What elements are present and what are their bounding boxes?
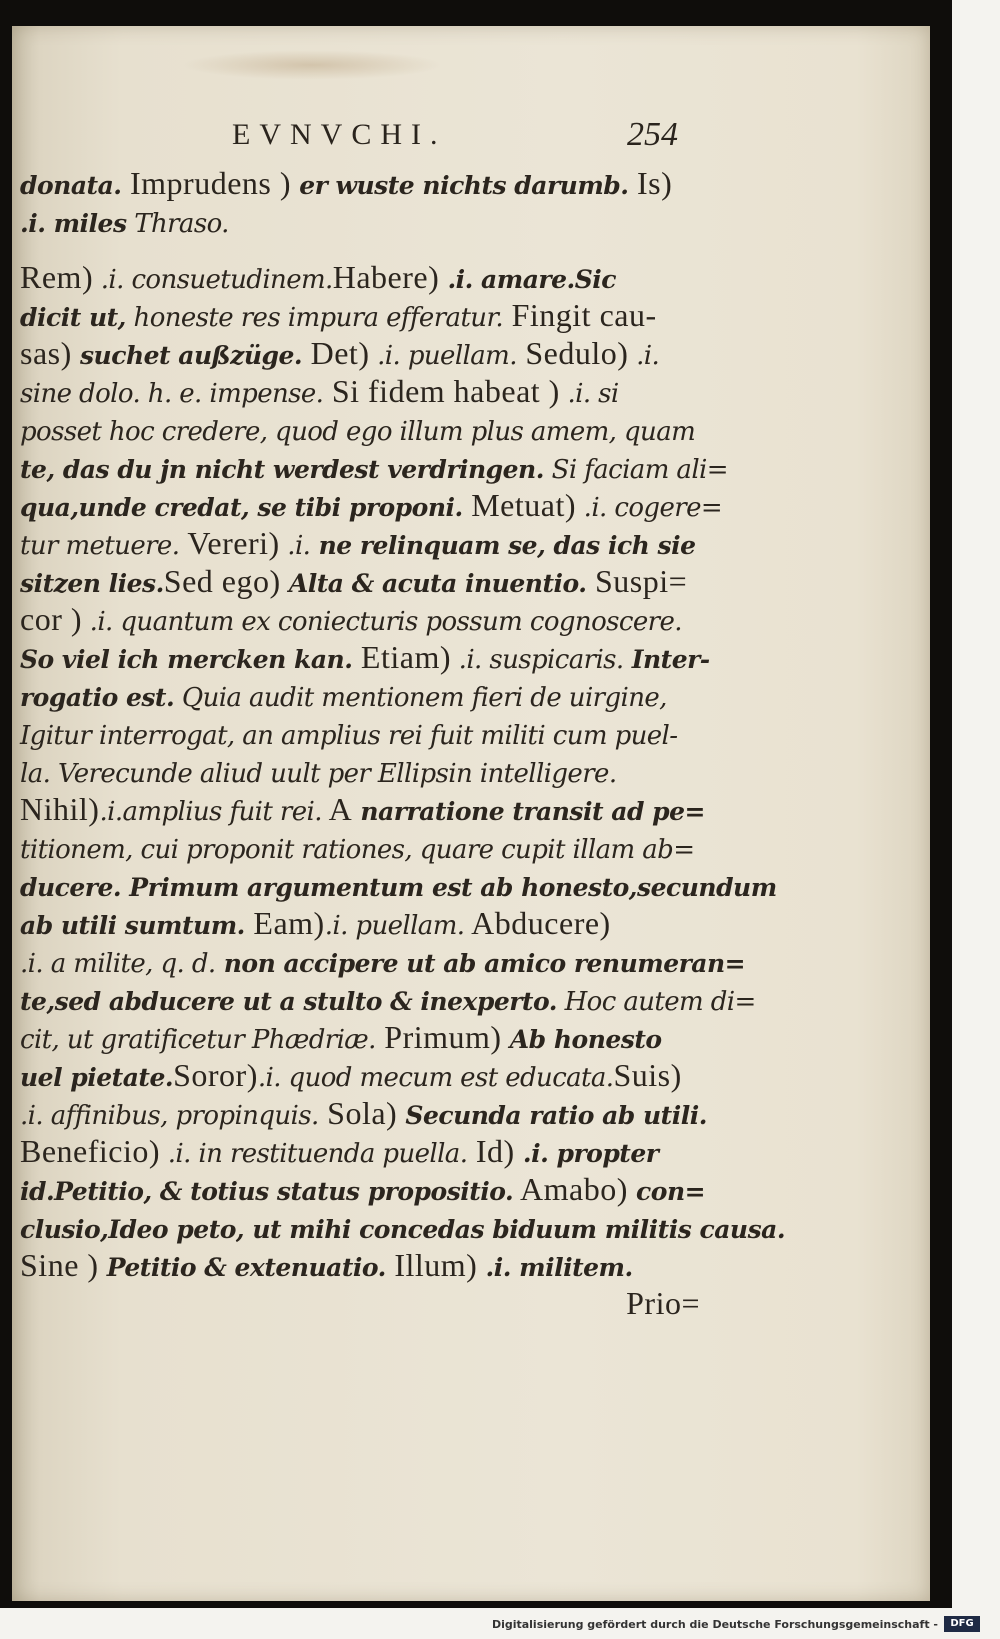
text-line bbox=[20, 410, 700, 448]
text-segment: .i. cogere= bbox=[576, 493, 723, 523]
text-line bbox=[20, 676, 700, 714]
text-segment: Beneficio) bbox=[20, 1133, 161, 1169]
text-segment: .i. quod mecum est educata. bbox=[257, 1063, 614, 1093]
text-segment: Inter- bbox=[623, 645, 710, 674]
text-line bbox=[20, 1246, 700, 1284]
text-line bbox=[20, 600, 700, 638]
text-segment: sas) bbox=[20, 335, 72, 371]
text-segment: Etiam) bbox=[352, 639, 451, 675]
text-segment: Id) bbox=[467, 1133, 515, 1169]
text-line bbox=[20, 334, 700, 372]
text-segment: Amabo) bbox=[513, 1171, 628, 1207]
text-line bbox=[20, 486, 723, 524]
text-line bbox=[20, 1132, 700, 1170]
text-segment: la. Verecunde aliud uult per Ellipsin intelligere. bbox=[20, 759, 617, 789]
footer-bar bbox=[0, 1608, 1000, 1639]
text-segment: tur metuere. bbox=[20, 531, 180, 561]
text-segment: uel pietate. bbox=[20, 1063, 174, 1092]
text-line bbox=[20, 1094, 707, 1132]
text-segment: ne relinquam se, das ich sie bbox=[310, 531, 696, 560]
text-segment: Nihil) bbox=[20, 791, 100, 827]
text-segment: cor ) bbox=[20, 601, 83, 637]
text-segment: Soror) bbox=[173, 1057, 258, 1093]
text-segment: ab utili sumtum. bbox=[20, 911, 245, 940]
text-segment: Rem) bbox=[20, 259, 94, 295]
text-segment: qua,unde credat, se tibi proponi. bbox=[20, 493, 463, 522]
running-head: EVNVCHI. bbox=[232, 118, 447, 151]
text-segment: .i. bbox=[628, 341, 660, 371]
text-segment: Alta & acuta inuentio. bbox=[280, 569, 587, 598]
text-segment: Sine ) bbox=[20, 1247, 99, 1283]
text-line bbox=[20, 524, 700, 562]
text-segment: Prio= bbox=[626, 1285, 700, 1321]
text-segment: te,sed abducere ut a stulto & inexperto. bbox=[20, 987, 557, 1016]
text-segment: te, das du jn nicht werdest verdringen. bbox=[20, 455, 544, 484]
text-segment: .i. puellam. bbox=[324, 911, 465, 941]
text-segment: Sedulo) bbox=[516, 335, 629, 371]
text-segment: Fingit cau- bbox=[503, 297, 657, 333]
commentary-text bbox=[20, 164, 786, 1322]
text-segment: non accipere ut ab amico renumeran= bbox=[215, 949, 746, 978]
text-segment: Metuat) bbox=[462, 487, 577, 523]
text-segment: titionem, cui proponit rationes, quare cupit illam ab= bbox=[20, 835, 695, 865]
text-segment: narratione transit ad pe= bbox=[352, 797, 705, 826]
text-line bbox=[20, 448, 728, 486]
text-segment: .i. miles bbox=[20, 209, 127, 238]
page-number: 254 bbox=[627, 116, 678, 153]
text-line bbox=[20, 714, 700, 752]
text-segment: .i. in restituenda puella. bbox=[160, 1139, 468, 1169]
text-segment: Secunda ratio ab utili. bbox=[397, 1101, 707, 1130]
text-segment: Det) bbox=[302, 335, 370, 371]
text-segment: posset hoc credere, quod ego illum plus amem, quam bbox=[20, 417, 696, 447]
text-segment: Thraso. bbox=[126, 209, 229, 239]
text-segment: id.Petitio, & totius status propositio. bbox=[20, 1177, 514, 1206]
text-line bbox=[20, 828, 700, 866]
text-segment: A bbox=[321, 791, 353, 827]
text-line bbox=[20, 790, 705, 828]
text-segment: suchet außzüge. bbox=[71, 341, 303, 370]
text-segment: .i. si bbox=[559, 379, 619, 409]
text-segment: Petitio & extenuatio. bbox=[98, 1253, 386, 1282]
text-line bbox=[20, 1208, 786, 1246]
text-line bbox=[20, 1170, 706, 1208]
text-segment: .i. amare.Sic bbox=[439, 265, 616, 294]
text-segment: Hoc autem di= bbox=[556, 987, 756, 1017]
text-segment: ducere. Primum argumentum est ab honesto,secundum bbox=[20, 873, 777, 902]
text-line bbox=[20, 164, 700, 202]
book-page bbox=[12, 26, 930, 1601]
text-segment: .i. quantum ex coniecturis possum cognoscere. bbox=[82, 607, 682, 637]
text-segment: Is) bbox=[628, 165, 673, 201]
text-segment: Igitur interrogat, an amplius rei fuit militi cum puel- bbox=[20, 721, 678, 751]
text-line bbox=[20, 372, 700, 410]
page-header bbox=[232, 118, 712, 158]
text-segment: Sola) bbox=[318, 1095, 398, 1131]
paper-stain bbox=[182, 50, 442, 80]
text-segment: .i. bbox=[279, 531, 311, 561]
text-line bbox=[20, 296, 700, 334]
text-segment: Eam) bbox=[244, 905, 325, 941]
text-segment: con= bbox=[627, 1177, 706, 1206]
text-line bbox=[20, 1284, 700, 1322]
funding-credit: Digitalisierung gefördert durch die Deutsche Forschungsgemeinschaft - bbox=[491, 1618, 938, 1631]
text-segment: Abducere) bbox=[464, 905, 611, 941]
text-segment: Si fidem habeat ) bbox=[323, 373, 560, 409]
text-line bbox=[20, 562, 700, 600]
text-segment: Ab honesto bbox=[501, 1025, 662, 1054]
text-segment: .i. propter bbox=[514, 1139, 659, 1168]
text-segment: Imprudens ) bbox=[121, 165, 291, 201]
text-segment: clusio,Ideo peto, ut mihi concedas biduum militis causa. bbox=[20, 1215, 786, 1244]
text-segment: Primum) bbox=[375, 1019, 502, 1055]
text-segment: er wuste nichts darumb. bbox=[291, 171, 629, 200]
text-line bbox=[20, 202, 700, 240]
text-line bbox=[20, 942, 746, 980]
text-segment: Suis) bbox=[613, 1057, 682, 1093]
text-segment: dicit ut, bbox=[20, 303, 126, 332]
text-segment: Sed ego) bbox=[163, 563, 281, 599]
text-segment: cit, ut gratificetur Phædriæ. bbox=[20, 1025, 376, 1055]
text-segment: Quia audit mentionem fieri de uirgine, bbox=[174, 683, 667, 713]
text-line bbox=[20, 258, 700, 296]
text-segment: .i.amplius fuit rei. bbox=[99, 797, 322, 827]
text-line bbox=[20, 638, 710, 676]
text-line bbox=[20, 1056, 700, 1094]
text-line bbox=[20, 1018, 700, 1056]
text-segment: .i. a milite, q. d. bbox=[20, 949, 216, 979]
text-line bbox=[20, 866, 777, 904]
text-segment: .i. consuetudinem. bbox=[93, 265, 333, 295]
text-segment: honeste res impura efferatur. bbox=[125, 303, 504, 333]
text-segment: Illum) bbox=[385, 1247, 478, 1283]
text-segment: Si faciam ali= bbox=[543, 455, 728, 485]
text-segment: Suspi= bbox=[586, 563, 688, 599]
text-segment: .i. affinibus, propinquis. bbox=[20, 1101, 319, 1131]
text-segment: rogatio est. bbox=[20, 683, 175, 712]
text-segment: .i. militem. bbox=[477, 1253, 633, 1282]
text-line bbox=[20, 980, 756, 1018]
text-line bbox=[20, 752, 700, 790]
text-segment: sine dolo. h. e. impense. bbox=[20, 379, 324, 409]
text-segment: .i. suspicaris. bbox=[451, 645, 624, 675]
text-segment: sitzen lies. bbox=[20, 569, 164, 598]
text-segment: Vereri) bbox=[179, 525, 280, 561]
text-segment: So viel ich mercken kan. bbox=[20, 645, 353, 674]
text-segment: donata. bbox=[20, 171, 122, 200]
text-line bbox=[20, 904, 700, 942]
text-segment: Habere) bbox=[332, 259, 440, 295]
dfg-logo: DFG bbox=[944, 1616, 980, 1632]
text-segment: .i. puellam. bbox=[369, 341, 517, 371]
